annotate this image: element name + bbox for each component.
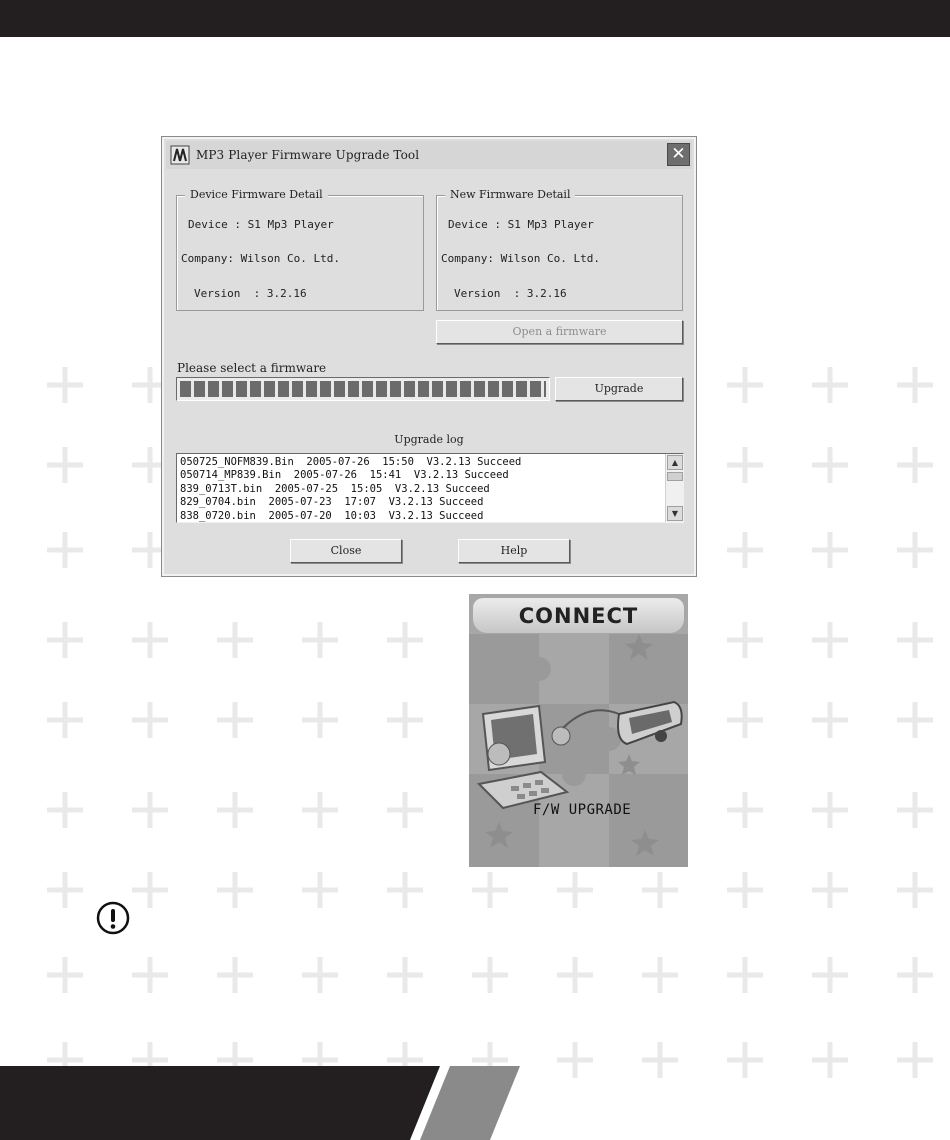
plus-decoration bbox=[727, 702, 763, 738]
plus-decoration bbox=[472, 957, 508, 993]
plus-decoration bbox=[812, 622, 848, 658]
plus-decoration bbox=[727, 872, 763, 908]
plus-decoration bbox=[217, 872, 253, 908]
plus-decoration bbox=[812, 447, 848, 483]
window-title: MP3 Player Firmware Upgrade Tool bbox=[196, 148, 420, 162]
plus-decoration bbox=[897, 702, 933, 738]
plus-decoration bbox=[897, 622, 933, 658]
log-line[interactable]: 838_0720.bin 2005-07-20 10:03 V3.2.13 Succeed bbox=[180, 509, 484, 522]
plus-decoration bbox=[302, 622, 338, 658]
plus-decoration bbox=[302, 792, 338, 828]
help-button[interactable]: Help bbox=[458, 539, 570, 563]
plus-decoration bbox=[132, 792, 168, 828]
plus-decoration bbox=[47, 792, 83, 828]
new-firmware-legend: New Firmware Detail bbox=[445, 188, 575, 201]
scroll-up-button[interactable]: ▲ bbox=[667, 455, 683, 470]
status-text: Please select a firmware bbox=[177, 361, 327, 375]
plus-decoration bbox=[47, 367, 83, 403]
upgrade-button[interactable]: Upgrade bbox=[555, 377, 683, 401]
firmware-upgrade-dialog bbox=[161, 136, 697, 577]
plus-decoration bbox=[132, 702, 168, 738]
upgrade-log-title: Upgrade log bbox=[394, 433, 464, 446]
plus-decoration bbox=[557, 872, 593, 908]
plus-decoration bbox=[812, 702, 848, 738]
plus-decoration bbox=[132, 622, 168, 658]
scroll-thumb[interactable] bbox=[667, 472, 683, 481]
plus-decoration bbox=[557, 957, 593, 993]
plus-decoration bbox=[302, 957, 338, 993]
open-firmware-button[interactable]: Open a firmware bbox=[436, 320, 683, 344]
fw-upgrade-caption: F/W UPGRADE bbox=[533, 802, 632, 818]
plus-decoration bbox=[217, 622, 253, 658]
plus-decoration bbox=[897, 792, 933, 828]
plus-decoration bbox=[812, 532, 848, 568]
log-line[interactable]: 839_0713T.bin 2005-07-25 15:05 V3.2.13 Succeed bbox=[180, 482, 490, 495]
plus-decoration bbox=[727, 957, 763, 993]
plus-decoration bbox=[727, 792, 763, 828]
plus-decoration bbox=[812, 367, 848, 403]
plus-decoration bbox=[897, 872, 933, 908]
plus-decoration bbox=[217, 957, 253, 993]
title-bar bbox=[166, 141, 692, 169]
plus-decoration bbox=[387, 792, 423, 828]
plus-decoration bbox=[387, 702, 423, 738]
device-firmware-legend: Device Firmware Detail bbox=[185, 188, 328, 201]
log-line[interactable]: 829_0704.bin 2005-07-23 17:07 V3.2.13 Succeed bbox=[180, 496, 484, 509]
log-scrollbar[interactable] bbox=[665, 454, 683, 522]
plus-decoration bbox=[387, 622, 423, 658]
plus-decoration bbox=[217, 792, 253, 828]
new-version-label: Version : 3.2.16 bbox=[454, 287, 567, 300]
plus-decoration bbox=[642, 957, 678, 993]
plus-decoration bbox=[812, 792, 848, 828]
app-icon bbox=[170, 145, 190, 165]
plus-decoration bbox=[217, 702, 253, 738]
plus-decoration bbox=[727, 622, 763, 658]
plus-decoration bbox=[302, 702, 338, 738]
plus-decoration bbox=[302, 872, 338, 908]
device-company-label: Company: Wilson Co. Ltd. bbox=[181, 252, 340, 265]
plus-decoration bbox=[47, 702, 83, 738]
log-line[interactable]: 050725_NOFM839.Bin 2005-07-26 15:50 V3.2.13 Succeed bbox=[180, 456, 522, 468]
progress-fill bbox=[180, 381, 546, 397]
close-button[interactable]: Close bbox=[290, 539, 402, 563]
new-firmware-group bbox=[436, 188, 683, 311]
new-device-name-label: Device : S1 Mp3 Player bbox=[448, 218, 594, 231]
device-firmware-group bbox=[176, 188, 424, 311]
plus-decoration bbox=[897, 447, 933, 483]
footer-band bbox=[0, 1066, 950, 1140]
connect-header bbox=[473, 598, 684, 633]
plus-decoration bbox=[132, 957, 168, 993]
plus-decoration bbox=[472, 872, 508, 908]
plus-decoration bbox=[47, 447, 83, 483]
plus-decoration bbox=[642, 872, 678, 908]
plus-decoration bbox=[47, 532, 83, 568]
log-lines bbox=[180, 456, 661, 523]
plus-decoration bbox=[897, 532, 933, 568]
log-line[interactable]: 050714_MP839.Bin 2005-07-26 15:41 V3.2.13 Succeed bbox=[180, 469, 509, 482]
scroll-down-button[interactable]: ▼ bbox=[667, 506, 683, 521]
plus-decoration bbox=[727, 367, 763, 403]
plus-decoration bbox=[387, 957, 423, 993]
plus-decoration bbox=[812, 957, 848, 993]
plus-decoration bbox=[812, 872, 848, 908]
plus-decoration bbox=[897, 367, 933, 403]
player-connect-screen bbox=[469, 594, 688, 867]
plus-decoration bbox=[47, 957, 83, 993]
device-name-label: Device : S1 Mp3 Player bbox=[188, 218, 334, 231]
window-close-button[interactable]: ✕ bbox=[667, 143, 690, 166]
plus-decoration bbox=[132, 872, 168, 908]
device-version-label: Version : 3.2.16 bbox=[194, 287, 307, 300]
puzzle-background bbox=[469, 594, 688, 867]
connect-title: CONNECT bbox=[518, 604, 639, 628]
upgrade-log-list[interactable] bbox=[176, 453, 684, 523]
plus-decoration bbox=[727, 447, 763, 483]
plus-decoration bbox=[387, 872, 423, 908]
plus-decoration bbox=[47, 622, 83, 658]
plus-decoration bbox=[727, 532, 763, 568]
new-company-label: Company: Wilson Co. Ltd. bbox=[441, 252, 600, 265]
warning-icon bbox=[96, 901, 130, 935]
upgrade-progress-bar bbox=[176, 377, 550, 401]
plus-decoration bbox=[897, 957, 933, 993]
plus-decoration bbox=[47, 872, 83, 908]
